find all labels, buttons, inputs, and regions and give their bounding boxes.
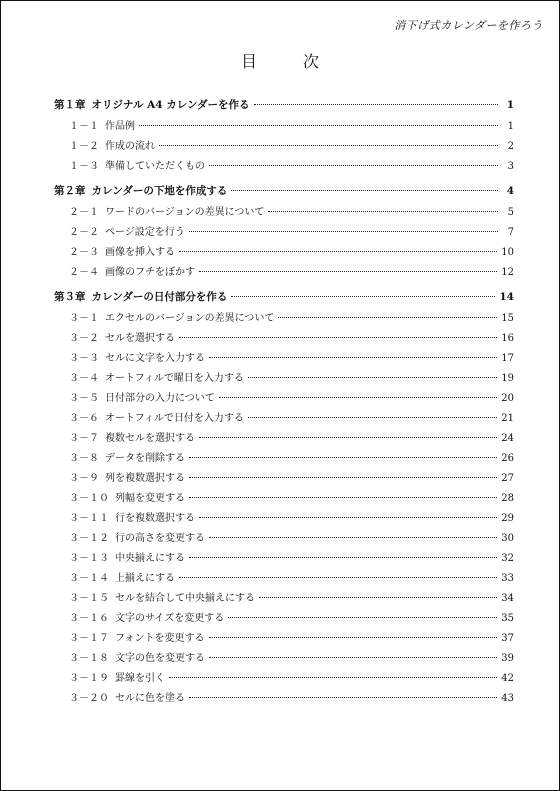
section-number: ３－１２ [69, 533, 109, 544]
section-title: セルに文字を入力する [105, 353, 205, 364]
section-title: 画像のフチをぼかす [105, 267, 195, 278]
dot-leader [189, 231, 498, 232]
section-title: 文字の色を変更する [115, 653, 205, 664]
dot-leader [254, 104, 498, 105]
toc-section-entry[interactable] [54, 329, 514, 349]
toc-section-entry[interactable] [54, 489, 514, 509]
section-number: ３－６ [69, 413, 99, 424]
section-page-number: 42 [501, 673, 514, 684]
toc-section-entry[interactable] [54, 589, 514, 609]
chapter-number: 第２章 [54, 185, 86, 197]
section-number: ２－３ [69, 247, 99, 258]
dot-leader [209, 357, 497, 358]
toc-section-entry[interactable] [54, 369, 514, 389]
section-title: ページ設定を行う [105, 227, 185, 238]
toc-section-entry[interactable] [54, 223, 514, 243]
section-number: ２－４ [69, 267, 99, 278]
section-page-number: 20 [501, 393, 514, 404]
toc-section-entry[interactable] [54, 349, 514, 369]
section-title: 中央揃えにする [115, 553, 185, 564]
dot-leader [278, 317, 497, 318]
section-number: ３－３ [69, 353, 99, 364]
dot-leader [189, 477, 497, 478]
section-page-number: 39 [501, 653, 514, 664]
section-page-number: 15 [501, 313, 514, 324]
section-title: オートフィルで日付を入力する [105, 413, 244, 424]
dot-leader [231, 296, 495, 297]
dot-leader [209, 165, 498, 166]
toc-section-entry[interactable] [54, 263, 514, 283]
section-number: ３－１３ [69, 553, 109, 564]
dot-leader [189, 497, 497, 498]
toc-title: 目次 [240, 52, 365, 71]
section-number: ３－１７ [69, 633, 109, 644]
running-header: 消下げ式カレンダーを作ろう [394, 19, 543, 32]
section-page-number: 29 [501, 513, 514, 524]
toc-section-entry[interactable] [54, 649, 514, 669]
toc-section-entry[interactable] [54, 549, 514, 569]
dot-leader [219, 397, 497, 398]
section-number: ３－１８ [69, 653, 109, 664]
toc-section-entry[interactable] [54, 409, 514, 429]
section-number: ３－５ [69, 393, 99, 404]
section-title: セルを選択する [105, 333, 175, 344]
section-page-number: 28 [501, 493, 514, 504]
dot-leader [209, 657, 497, 658]
toc-section-entry[interactable] [54, 137, 514, 157]
dot-leader [189, 457, 497, 458]
section-title: セルに色を塗る [115, 693, 185, 704]
dot-leader [209, 537, 497, 538]
toc-section-entry[interactable] [54, 117, 514, 137]
section-number: ２－２ [69, 227, 99, 238]
chapter-page-number: 14 [499, 291, 514, 303]
section-number: ３－８ [69, 453, 99, 464]
section-page-number: 16 [501, 333, 514, 344]
toc-section-entry[interactable] [54, 429, 514, 449]
section-page-number: 10 [501, 247, 514, 258]
toc-section-entry[interactable] [54, 389, 514, 409]
section-page-number: 35 [501, 613, 514, 624]
section-title: オートフィルで曜日を入力する [105, 373, 244, 384]
toc-section-entry[interactable] [54, 449, 514, 469]
section-number: ３－２０ [69, 693, 109, 704]
toc-section-entry[interactable] [54, 309, 514, 329]
dot-leader [259, 597, 497, 598]
section-title: 作品例 [105, 121, 135, 132]
dot-leader [199, 517, 497, 518]
toc-section-entry[interactable] [54, 509, 514, 529]
section-page-number: 1 [507, 121, 514, 132]
section-title: 日付部分の入力について [105, 393, 215, 404]
section-number: ３－１４ [69, 573, 109, 584]
section-title: 上揃えにする [115, 573, 175, 584]
section-title: ワードのバージョンの差異について [105, 207, 265, 218]
dot-leader [179, 577, 497, 578]
toc-section-entry[interactable] [54, 203, 514, 223]
section-title: 画像を挿入する [105, 247, 175, 258]
section-page-number: 32 [501, 553, 514, 564]
chapter-title: オリジナル A4 カレンダーを作る [91, 99, 250, 111]
section-title: フォントを変更する [115, 633, 205, 644]
toc-section-entry[interactable] [54, 689, 514, 709]
dot-leader [189, 697, 497, 698]
section-page-number: 19 [501, 373, 514, 384]
chapter-title: カレンダーの日付部分を作る [91, 291, 228, 303]
section-number: １－１ [69, 121, 99, 132]
section-number: ３－７ [69, 433, 99, 444]
section-page-number: 17 [501, 353, 514, 364]
section-page-number: 2 [507, 141, 514, 152]
table-of-contents [54, 95, 514, 709]
section-title: 文字のサイズを変更する [115, 613, 225, 624]
toc-section-entry[interactable] [54, 243, 514, 263]
dot-leader [159, 145, 498, 146]
toc-section-entry[interactable] [54, 569, 514, 589]
section-page-number: 26 [501, 453, 514, 464]
section-number: １－２ [69, 141, 99, 152]
dot-leader [231, 190, 498, 191]
section-number: ３－１６ [69, 613, 109, 624]
section-page-number: 37 [501, 633, 514, 644]
section-page-number: 7 [507, 227, 514, 238]
section-number: ３－４ [69, 373, 99, 384]
dot-leader [179, 337, 497, 338]
section-page-number: 27 [501, 473, 514, 484]
dot-leader [169, 677, 497, 678]
dot-leader [179, 251, 497, 252]
toc-section-entry[interactable] [54, 469, 514, 489]
toc-section-entry[interactable] [54, 609, 514, 629]
dot-leader [199, 271, 497, 272]
section-number: ２－１ [69, 207, 99, 218]
dot-leader [209, 637, 498, 638]
toc-section-entry[interactable] [54, 669, 514, 689]
section-title: 準備していただくもの [105, 161, 205, 172]
toc-section-entry[interactable] [54, 529, 514, 549]
section-page-number: 43 [501, 693, 514, 704]
section-page-number: 30 [501, 533, 514, 544]
chapter-page-number: 4 [506, 185, 514, 197]
section-title: 罫線を引く [115, 673, 165, 684]
section-number: ３－２ [69, 333, 99, 344]
dot-leader [199, 437, 497, 438]
section-page-number: 21 [501, 413, 514, 424]
section-title: セルを結合して中央揃えにする [115, 593, 255, 604]
section-title: 行の高さを変更する [115, 533, 205, 544]
dot-leader [228, 617, 497, 618]
dot-leader [248, 417, 497, 418]
toc-section-entry[interactable] [54, 157, 514, 177]
section-number: ３－１０ [69, 493, 109, 504]
section-page-number: 3 [507, 161, 514, 172]
section-title: 列幅を変更する [115, 493, 185, 504]
section-title: データを削除する [105, 453, 185, 464]
section-number: ３－１９ [69, 673, 109, 684]
section-title: 列を複数選択する [105, 473, 185, 484]
section-number: １－３ [69, 161, 99, 172]
section-title: 作成の流れ [105, 141, 155, 152]
dot-leader [248, 377, 497, 378]
section-page-number: 33 [501, 573, 514, 584]
dot-leader [139, 125, 498, 126]
section-number: ３－９ [69, 473, 99, 484]
chapter-page-number: 1 [506, 99, 514, 111]
toc-chapter-entry[interactable] [54, 95, 514, 115]
chapter-title: カレンダーの下地を作成する [91, 185, 228, 197]
section-title: 行を複数選択する [115, 513, 195, 524]
section-page-number: 24 [501, 433, 514, 444]
section-number: ３－１ [69, 313, 99, 324]
section-title: 複数セルを選択する [105, 433, 195, 444]
dot-leader [189, 557, 497, 558]
chapter-number: 第３章 [54, 291, 86, 303]
section-title: エクセルのバージョンの差異について [105, 313, 275, 324]
section-page-number: 12 [501, 267, 514, 278]
section-number: ３－１５ [69, 593, 109, 604]
chapter-number: 第１章 [54, 99, 86, 111]
dot-leader [268, 211, 498, 212]
section-number: ３－１１ [69, 513, 109, 524]
toc-chapter-entry[interactable] [54, 181, 514, 201]
section-page-number: 34 [501, 593, 514, 604]
toc-chapter-entry[interactable] [54, 287, 514, 307]
section-page-number: 5 [507, 207, 514, 218]
toc-section-entry[interactable] [54, 629, 514, 649]
